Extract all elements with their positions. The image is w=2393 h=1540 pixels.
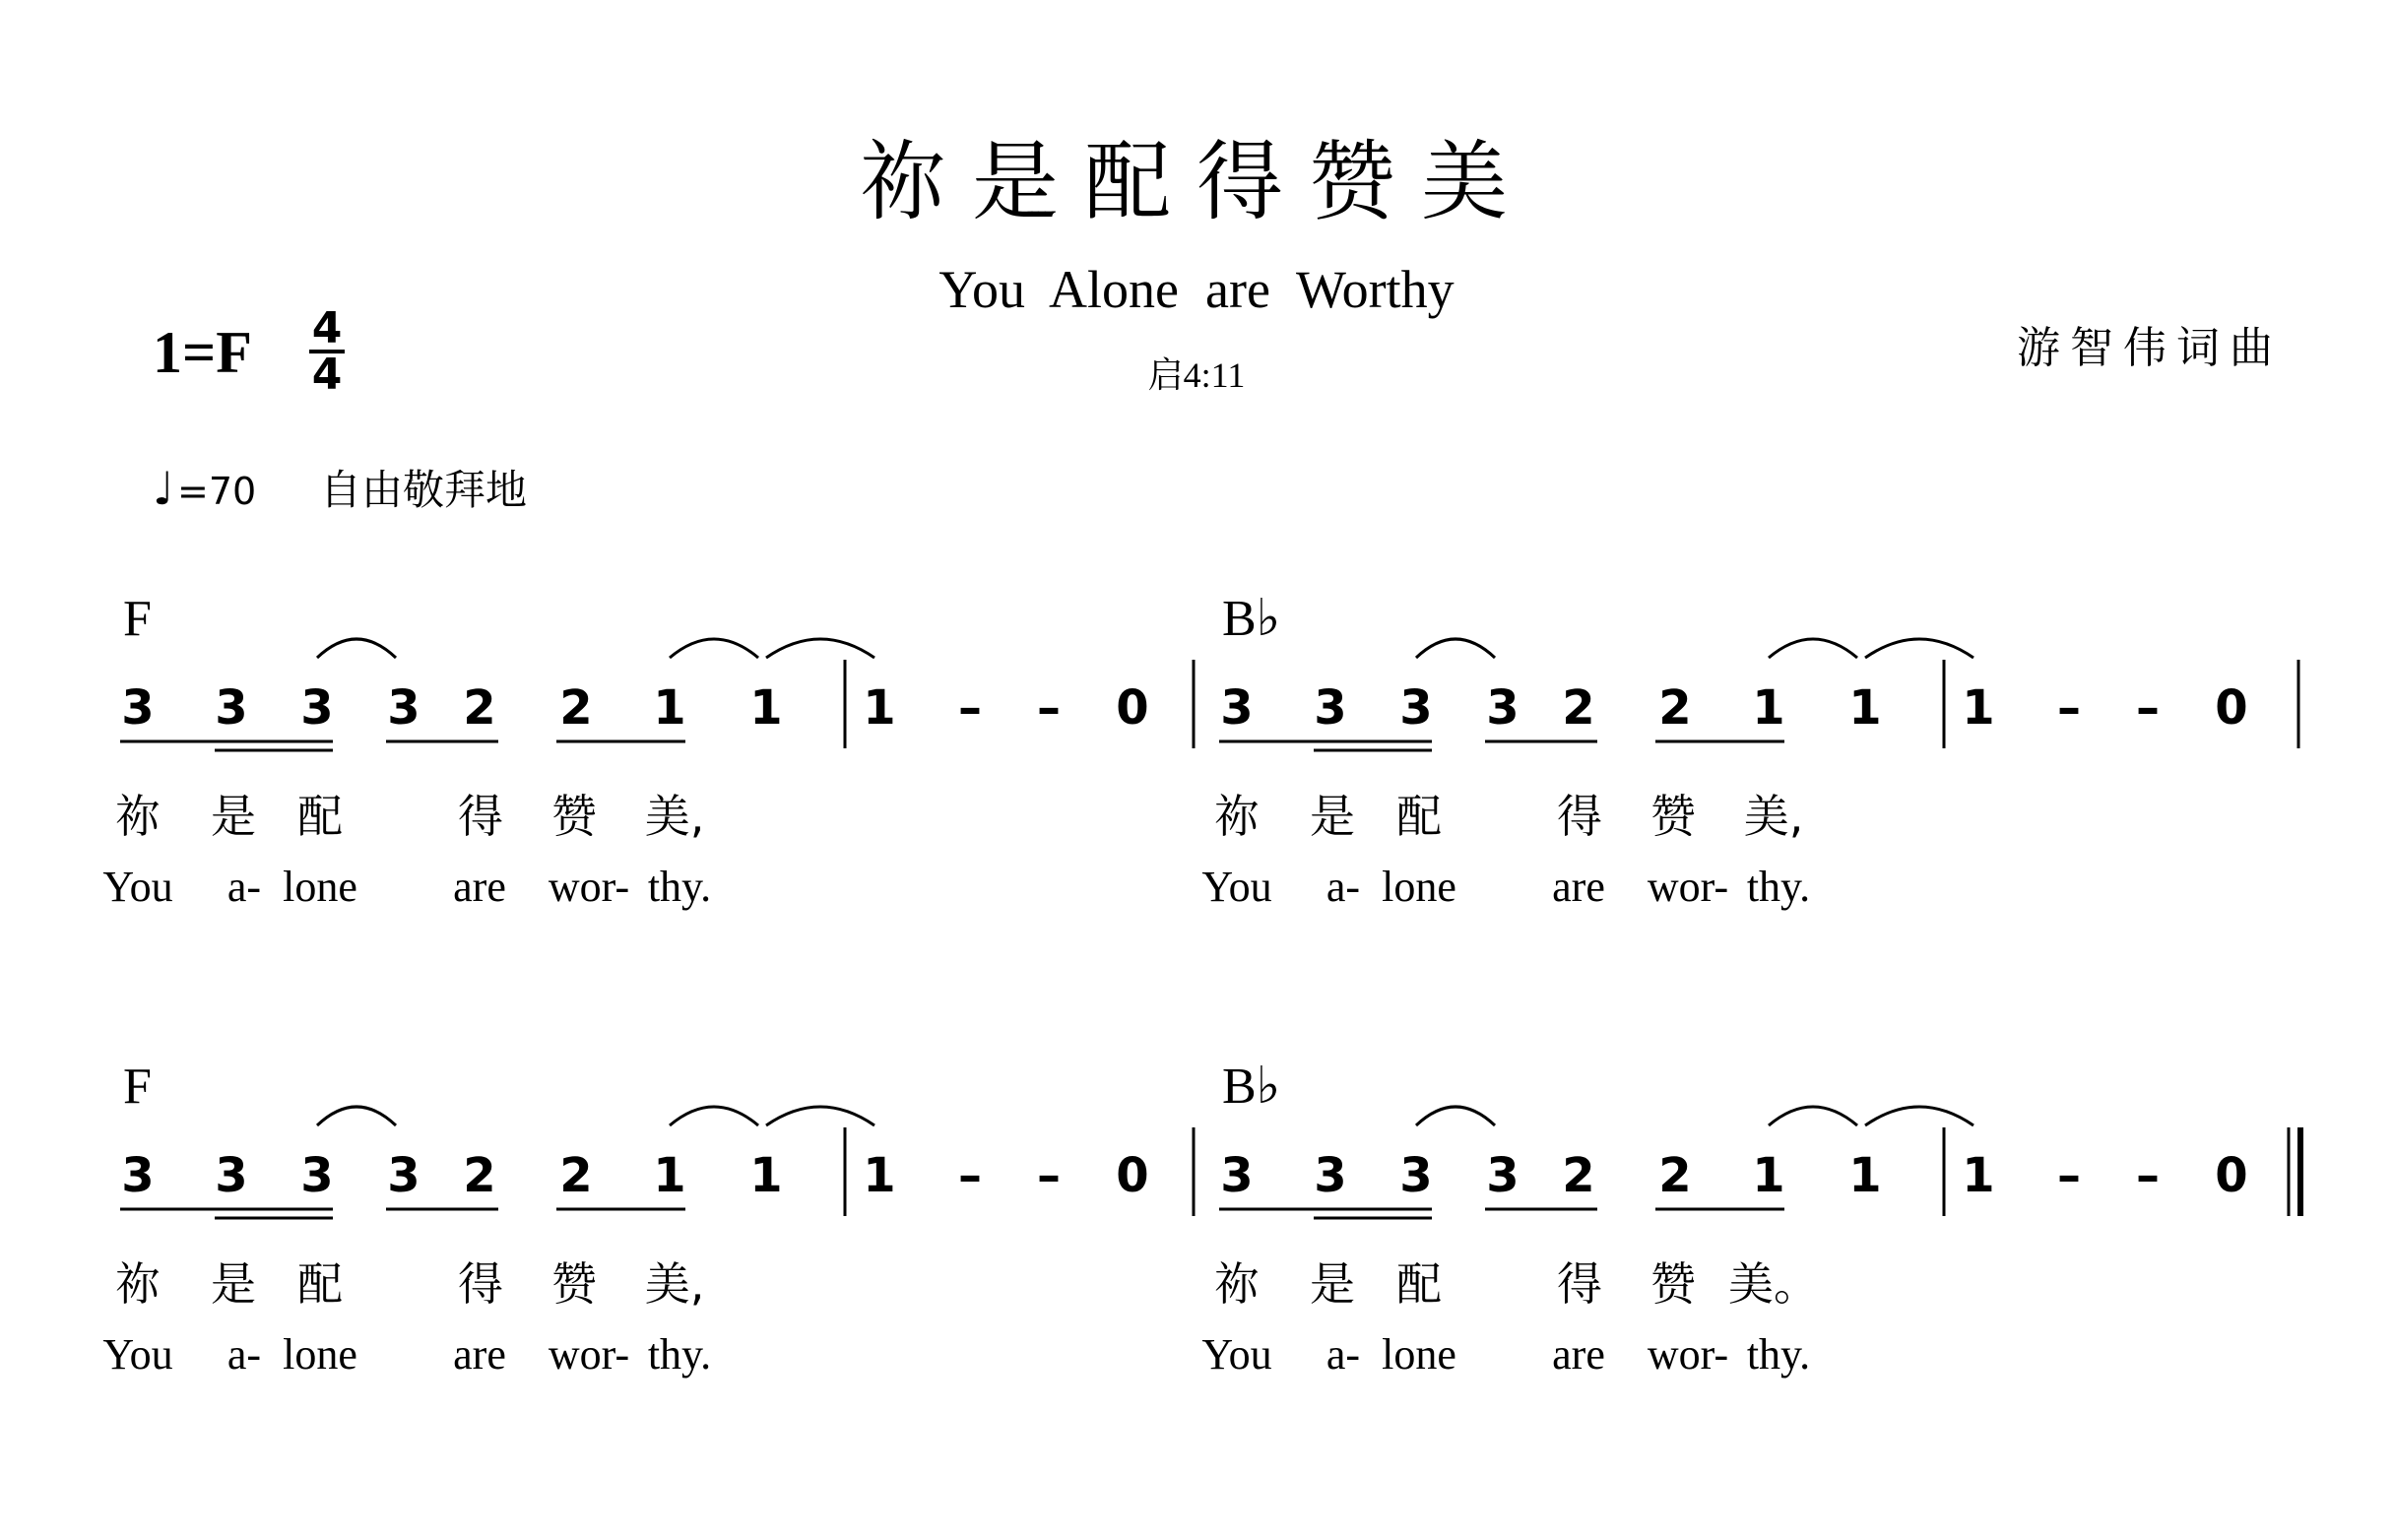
phrase	[102, 1059, 1148, 1379]
slur	[1865, 1107, 1973, 1125]
slur	[317, 639, 396, 658]
note: 2	[559, 1148, 593, 1203]
slur	[670, 639, 758, 658]
expression-mark: 自由敬拜地	[320, 466, 528, 514]
slur	[766, 639, 874, 658]
chord-symbol: B♭	[1222, 591, 1281, 647]
time-signature-bottom: 4	[311, 350, 343, 400]
lyric-en: thy.	[1746, 1330, 1811, 1379]
phrase	[102, 591, 1148, 911]
lyric-cn: 祢	[115, 790, 161, 843]
tempo-value: =70	[177, 470, 257, 513]
note: 0	[1116, 1148, 1149, 1203]
note: 2	[559, 680, 593, 736]
note: –	[958, 1148, 982, 1203]
lyric-en: a-	[226, 863, 262, 911]
lyric-cn: 祢	[1214, 1257, 1260, 1311]
note: 3	[121, 1148, 155, 1203]
lyric-en: lone	[283, 1330, 357, 1379]
lyric-cn: 美。	[1728, 1257, 1819, 1311]
lyric-cn: 是	[1310, 1257, 1355, 1311]
note: 3	[1220, 680, 1254, 736]
note: 2	[1562, 680, 1595, 736]
lyric-en: are	[1552, 1330, 1605, 1379]
lyric-en: a-	[226, 1330, 262, 1379]
lyric-en: wor-	[548, 863, 630, 911]
note: 3	[1314, 1148, 1347, 1203]
lyric-cn: 配	[1396, 790, 1442, 843]
music-line-2	[102, 1059, 2300, 1379]
chord-symbol: F	[123, 1059, 152, 1115]
phrase	[1194, 591, 2298, 911]
note: 1	[749, 1148, 783, 1203]
note: 3	[1220, 1148, 1254, 1203]
lyric-cn: 得	[1557, 1257, 1602, 1311]
chord-symbol: F	[123, 591, 152, 647]
note: 1	[1752, 1148, 1785, 1203]
slur	[766, 1107, 874, 1125]
slur	[1416, 639, 1495, 658]
note: –	[2057, 1148, 2081, 1203]
lyric-en: You	[102, 1330, 173, 1379]
lyric-en: You	[1201, 863, 1272, 911]
note: –	[958, 680, 982, 736]
note: –	[1037, 1148, 1061, 1203]
slur	[1865, 639, 1973, 658]
note: 1	[749, 680, 783, 736]
lyric-cn: 得	[458, 1257, 503, 1311]
note: 2	[1562, 1148, 1595, 1203]
note: –	[2136, 680, 2160, 736]
note: 0	[2215, 680, 2248, 736]
note: 3	[300, 1148, 334, 1203]
slur	[1769, 639, 1857, 658]
note: 3	[1399, 680, 1433, 736]
lyric-en: wor-	[1647, 863, 1729, 911]
note: 3	[1314, 680, 1347, 736]
lyric-cn: 祢	[1214, 790, 1260, 843]
note: 1	[1848, 1148, 1882, 1203]
lyric-en: You	[102, 863, 173, 911]
chord-symbol: B♭	[1222, 1059, 1281, 1115]
note: 1	[653, 680, 686, 736]
lyric-cn: 是	[1310, 790, 1355, 843]
scripture-reference: 启4:11	[1147, 355, 1246, 395]
lyric-en: a-	[1326, 1330, 1361, 1379]
lyric-cn: 赞	[1650, 790, 1696, 843]
note: 0	[1116, 680, 1149, 736]
note: 0	[2215, 1148, 2248, 1203]
slur	[1769, 1107, 1857, 1125]
note: 1	[1752, 680, 1785, 736]
time-signature-top: 4	[311, 303, 343, 353]
lyric-en: You	[1201, 1330, 1272, 1379]
key-signature: 1=F	[153, 320, 252, 385]
lyric-cn: 美,	[644, 790, 705, 843]
time-signature	[309, 303, 345, 400]
lyric-cn: 配	[297, 790, 343, 843]
lyric-cn: 是	[211, 790, 256, 843]
lyric-en: thy.	[647, 1330, 712, 1379]
music-line-1	[102, 591, 2298, 911]
lyric-en: thy.	[1746, 863, 1811, 911]
note: 1	[863, 1148, 896, 1203]
lyric-cn: 祢	[115, 1257, 161, 1311]
music-systems	[102, 591, 2300, 1379]
note: 3	[1486, 1148, 1520, 1203]
song-title: 祢是配得赞美	[859, 131, 1534, 232]
note: 1	[1848, 680, 1882, 736]
lyric-cn: 赞	[551, 790, 597, 843]
lyric-en: wor-	[548, 1330, 630, 1379]
lyric-en: are	[453, 1330, 506, 1379]
lyric-en: are	[453, 863, 506, 911]
note: –	[2136, 1148, 2160, 1203]
slur	[670, 1107, 758, 1125]
lyric-cn: 是	[211, 1257, 256, 1311]
note: 2	[463, 1148, 496, 1203]
lyric-en: lone	[1382, 1330, 1456, 1379]
lyric-en: a-	[1326, 863, 1361, 911]
lyric-cn: 配	[1396, 1257, 1442, 1311]
lyric-cn: 赞	[551, 1257, 597, 1311]
note: 3	[121, 680, 155, 736]
lyric-cn: 得	[458, 790, 503, 843]
note: 1	[863, 680, 896, 736]
note: 3	[300, 680, 334, 736]
lyric-cn: 得	[1557, 790, 1602, 843]
note: 3	[1486, 680, 1520, 736]
composer-credit: 游智伟词曲	[2017, 323, 2283, 373]
slur	[317, 1107, 396, 1125]
note: 2	[1658, 680, 1692, 736]
song-subtitle: You Alone are Worthy	[938, 260, 1455, 319]
tempo-note-icon: ♩	[153, 462, 174, 515]
lyric-en: lone	[283, 863, 357, 911]
lyric-cn: 赞	[1650, 1257, 1696, 1311]
lyric-en: lone	[1382, 863, 1456, 911]
lyric-cn: 美,	[1743, 790, 1804, 843]
note: 2	[1658, 1148, 1692, 1203]
note: 3	[215, 1148, 248, 1203]
note: 1	[653, 1148, 686, 1203]
phrase	[1194, 1059, 2300, 1379]
note: 3	[215, 680, 248, 736]
note: –	[1037, 680, 1061, 736]
lyric-en: wor-	[1647, 1330, 1729, 1379]
note: 3	[387, 1148, 420, 1203]
note: 2	[463, 680, 496, 736]
note: 1	[1962, 1148, 1995, 1203]
lyric-cn: 美,	[644, 1257, 705, 1311]
note: 3	[1399, 1148, 1433, 1203]
lyric-cn: 配	[297, 1257, 343, 1311]
note: 1	[1962, 680, 1995, 736]
lyric-en: thy.	[647, 863, 712, 911]
note: 3	[387, 680, 420, 736]
slur	[1416, 1107, 1495, 1125]
note: –	[2057, 680, 2081, 736]
lyric-en: are	[1552, 863, 1605, 911]
